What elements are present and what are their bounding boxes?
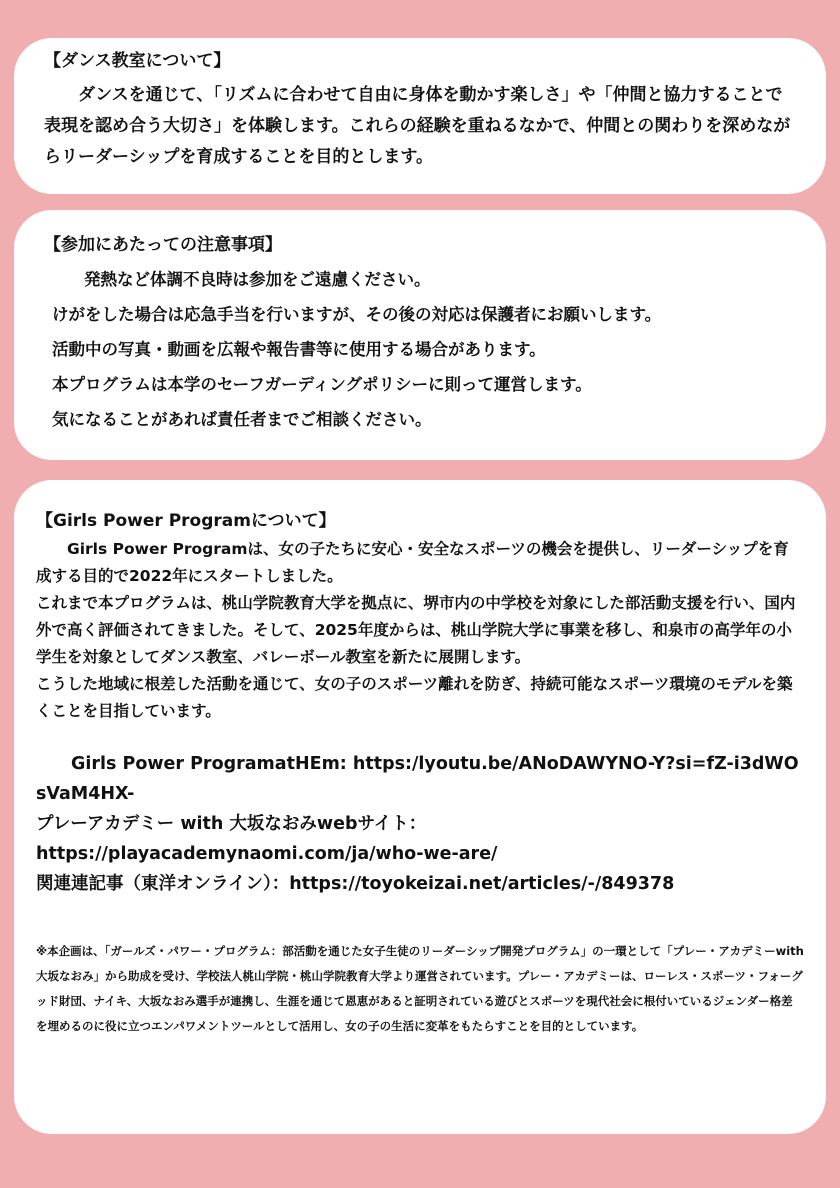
funding-footnote: ※本企画は、「ガールズ・パワー・プログラム：部活動を通じた女子生徒のリーダーシップ開発プログラム」の一環として「プレー・アカデミーwith 大坂なおみ」から助成を受け、学校法人桃山学院・桃山学院教育大学より運営されています。プレー・アカデミーは、ローレス・スポーツ・フォーグッド財団、ナイキ、大坂なおみ選手が連携し、生涯を通じて恩恵があると証明されている遊びとスポーツを現代社会に根付いているジェンダー格差を埋めるのに役に立つエンパワメントツールとして活用し、女の子の生活に変革をもたらすことを目的としています。 [36,944,804,1033]
participation-notes-heading: 【参加にあたっての注意事項】 [44,235,282,255]
note-item: 発熱など体調不良時は参加をご遠慮ください。 [84,270,431,289]
participation-notes-card [14,210,826,460]
note-item: 気になることがあれば責任者までご相談ください。 [52,410,432,429]
note-item: 活動中の写真・動画を広報や報告書等に使用する場合があります。 [52,340,546,359]
program-intro: Girls Power Programは、女の子たちに安心・安全なスポーツの機会を提供し、リーダーシップを育成する目的で2022年にスタートしました。 [36,540,789,585]
dance-class-description: ダンスを通じて、「リズムに合わせて自由に身体を動かす楽しさ」や「仲間と協力することで表現を認め合う大切さ」を体験します。これらの経験を重ねるなかで、仲間との関わりを深めながらリーダーシップを育成することを目的とします。 [44,85,791,167]
note-item: 本プログラムは本学のセーフガーディングポリシーに則って運営します。 [52,375,592,394]
girls-power-program-heading: 【Girls Power Programについて】 [36,511,336,531]
related-article-link[interactable]: 関連連記事（東洋オンライン）：https://toyokeizai.net/articles/-/849378 [36,874,675,894]
girls-power-program-card [14,480,826,1134]
play-academy-site-label: プレーアカデミー with 大坂なおみwebサイト： [36,814,427,834]
program-history: これまで本プログラムは、桃山学院教育大学を拠点に、堺市内の中学校を対象にした部活動支援を行い、国内外で高く評価されてきました。そして、2025年度からは、桃山学院大学に事業を移し、和泉市の高学年の小学生を対象としてダンス教室、バレーボール教室を新たに展開します。 [36,594,796,666]
dance-class-card [14,38,826,194]
note-item: けがをした場合は応急手当を行いますが、その後の対応は保護者にお願いします。 [52,305,662,324]
program-goal: こうした地域に根差した活動を通じて、女の子のスポーツ離れを防ぎ、持続可能なスポーツ環境のモデルを築くことを目指しています。 [36,675,793,720]
dance-class-heading: 【ダンス教室について】 [44,51,231,71]
play-academy-site-link[interactable]: https://playacademynaomi.com/ja/who-we-are/ [36,844,498,864]
video-link[interactable]: Girls Power ProgramatHEm: https:/lyoutu.be/ANoDAWYNO-Y?si=fZ-i3dWOsVaM4HX- [36,754,799,804]
